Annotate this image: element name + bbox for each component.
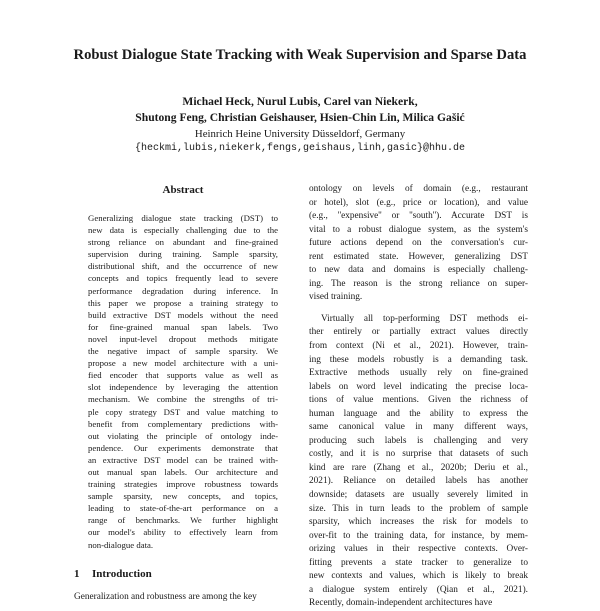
text-line: labels on word level indicating the precise loca-	[309, 381, 528, 392]
text-line: downside; datasets are usually severely limited in	[309, 490, 528, 501]
text-line: vised training.	[309, 292, 363, 303]
text-line: orizing values in their respective contexts. Over-	[309, 544, 528, 555]
text-line: range of benchmarks. We further highlight	[88, 515, 278, 526]
text-line: leading to state-of-the-art performance on a	[88, 503, 278, 514]
text-line: new contexts and values, which is likely to break	[309, 571, 528, 582]
text-line: distributional shift, and the occurrence of new	[88, 261, 278, 272]
section-heading-introduction	[74, 566, 292, 582]
text-line: ontology on levels of domain (e.g., restaurant	[309, 184, 528, 194]
text-line: ther entirely or partially extract values directly	[309, 327, 528, 338]
text-line: (e.g., ''expensive'' or ''south''). Accurate DST is	[309, 211, 528, 222]
text-line: ing. The reason is the strong reliance on super-	[309, 278, 528, 289]
section-number: 1	[74, 568, 80, 580]
paragraph-top-performing-dst	[309, 313, 528, 611]
paper-title: Robust Dialogue State Tracking with Weak Supervision and Sparse Data	[73, 47, 527, 63]
text-line: tions of value mentions. Given the richness of	[309, 395, 528, 406]
text-line: to new data and domains is especially challeng-	[309, 265, 528, 276]
text-line: Recently, domain-independent architectures have	[309, 598, 493, 609]
text-line: costly, and it is no surprise that datasets of such	[309, 449, 528, 460]
authors-line-1: Michael Heck, Nurul Lubis, Carel van Niekerk,	[182, 95, 418, 108]
abstract-heading: Abstract	[162, 184, 204, 196]
text-line: performance degradation during inference. In	[88, 285, 278, 296]
paragraph-ontology	[309, 183, 528, 305]
text-line: our model's ability to effectively learn from	[88, 527, 278, 538]
text-line: Virtually all top-performing DST methods ei-	[321, 313, 528, 324]
text-line: human language and the ability to express the	[309, 408, 528, 419]
text-line: future actions depend on the conversation's cur-	[309, 238, 528, 249]
text-line: an extractive DST model can be trained with-	[88, 454, 278, 465]
text-line: ing these models robustly is a demanding task.	[309, 354, 528, 365]
abstract-body	[88, 212, 278, 551]
text-line: pendence. Our experiments demonstrate that	[88, 442, 278, 453]
text-line: fied encoder that supports value as well as	[88, 370, 278, 381]
text-line: Extractive methods usually rely on fine-grained	[309, 368, 528, 379]
text-line: from context (Ni et al., 2021). However, train-	[309, 341, 528, 352]
text-line: same canonical value in many different ways,	[309, 422, 528, 433]
text-line: mechanism. We combine the strengths of tri-	[88, 394, 278, 405]
text-line: training strategies improve robustness towards	[88, 479, 278, 490]
text-line: or hotel), slot (e.g., price or location), and value	[309, 197, 528, 208]
text-line: build extractive DST models without the need	[88, 309, 278, 320]
text-line: concepts and topics frequently lead to severe	[88, 273, 278, 284]
text-line: a dialogue system entirely (Qian et al., 2021).	[309, 584, 528, 595]
text-line: vital to a robust dialogue system, as the system's	[309, 224, 528, 235]
text-line: out manual span labels. Our architecture and	[88, 466, 278, 477]
text-line: Generalizing dialogue state tracking (DST) to	[88, 213, 278, 223]
text-line: slot independence by leveraging the attention	[88, 382, 278, 393]
text-line: kind are rare (Zhang et al., 2020b; Deriu et al.,	[309, 462, 528, 473]
right-column-body	[309, 183, 528, 611]
text-line: non-dialogue data.	[88, 539, 154, 550]
text-line: size. This in turn leads to the problem of sample	[309, 503, 528, 514]
text-line: 2021). Reliance on detailed labels has another	[309, 476, 528, 487]
text-line: the negative impact of sample sparsity. We	[88, 346, 278, 357]
text-line: novel input-level dropout methods mitigate	[88, 333, 278, 344]
text-line: over-fit to the training data, for instance, by mem-	[309, 530, 528, 541]
text-line: strong reliance on abundant and fine-grained	[88, 237, 278, 248]
text-line: rent estimated state. However, generalizing DST	[309, 251, 528, 262]
introduction-paragraph-start: Generalization and robustness are among the key	[74, 592, 257, 602]
text-line: supervision during training. Sample sparsity,	[88, 249, 278, 260]
text-line: new data is especially challenging due to the	[88, 225, 278, 236]
author-list	[0, 94, 600, 126]
text-line: sparsity, which increases the risk for models to	[309, 517, 528, 528]
text-line: for fine-grained manual span labels. Two	[88, 321, 278, 332]
text-line: producing such labels is challenging and very	[309, 435, 528, 446]
authors-line-2: Shutong Feng, Christian Geishauser, Hsien-Chin Lin, Milica Gašić	[135, 111, 465, 124]
text-line: out violating the principle of ontology inde-	[88, 430, 278, 441]
section-title: Introduction	[92, 568, 152, 580]
text-line: sample sparsity, new concepts, and topics,	[88, 491, 278, 502]
text-line: benefit from complementary predictions with-	[88, 418, 278, 429]
affiliation: Heinrich Heine University Düsseldorf, Germany	[194, 128, 406, 140]
author-emails: {heckmi,lubis,niekerk,fengs,geishaus,linh,gasic}@hhu.de	[134, 143, 466, 154]
text-line: this paper we propose a training strategy to	[88, 297, 278, 308]
text-line: fitting prevents a state tracker to generalize to	[309, 557, 528, 568]
text-line: ple copy strategy DST and value matching to	[88, 406, 278, 417]
text-line: propose a new model architecture with a uni-	[88, 358, 278, 369]
